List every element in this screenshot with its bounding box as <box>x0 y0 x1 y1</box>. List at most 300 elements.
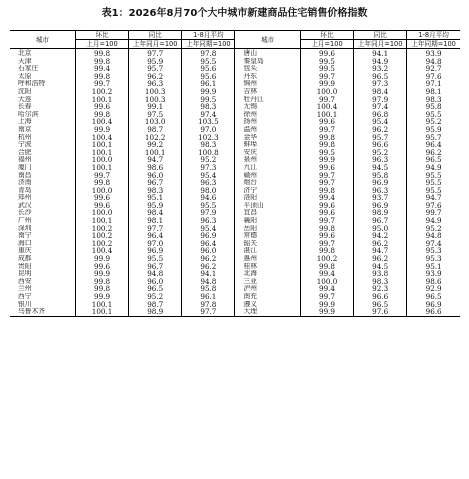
left-city-cell: 兰州 <box>18 285 32 293</box>
left-avg-cell: 100.8 <box>182 149 235 157</box>
left-mom-cell: 99.8 <box>75 179 128 187</box>
left-mom-cell: 100.2 <box>75 225 128 233</box>
header-city-right: 城市 <box>235 31 300 49</box>
left-mom-cell: 100.1 <box>75 96 128 104</box>
right-city-cell: 济宁 <box>235 187 300 195</box>
left-avg-cell: 98.3 <box>182 103 235 111</box>
left-yoy-cell: 98.6 <box>129 164 182 172</box>
right-yoy-cell: 93.2 <box>354 65 407 73</box>
left-mom-cell: 100.2 <box>75 240 128 248</box>
right-mom-cell: 99.7 <box>300 240 353 248</box>
left-yoy-cell: 96.9 <box>129 247 182 255</box>
table-row <box>10 80 460 88</box>
left-avg-cell: 96.3 <box>182 179 235 187</box>
left-yoy-cell: 97.7 <box>129 49 182 58</box>
left-city-cell: 广州 <box>18 217 32 225</box>
right-city-cell: 韶关 <box>235 240 300 248</box>
right-avg-cell: 93.9 <box>407 270 460 278</box>
left-yoy-cell: 98.9 <box>129 308 182 316</box>
table-title: 表1：2026年8月70个大中城市新建商品住宅销售价格指数 <box>101 8 368 19</box>
right-mom-cell: 100.0 <box>300 278 353 286</box>
left-mom-cell: 100.1 <box>75 141 128 149</box>
table-row <box>10 308 460 316</box>
right-mom-cell: 99.5 <box>300 149 353 157</box>
left-city-cell: 杭州 <box>18 133 32 141</box>
left-mom-cell: 100.0 <box>75 187 128 195</box>
table-row <box>10 217 460 225</box>
right-city-cell: 安庆 <box>235 149 300 157</box>
left-city-cell: 长沙 <box>18 209 32 217</box>
right-avg-cell: 96.5 <box>407 293 460 301</box>
right-yoy-cell: 94.5 <box>354 164 407 172</box>
right-yoy-cell: 95.4 <box>354 118 407 126</box>
left-city-cell: 成都 <box>18 255 32 263</box>
right-mom-cell: 99.8 <box>300 187 353 195</box>
right-yoy-cell: 97.6 <box>354 308 407 316</box>
right-yoy-cell: 96.2 <box>354 255 407 263</box>
left-city-cell: 宁波 <box>18 141 32 149</box>
right-yoy-cell: 93.7 <box>354 194 407 202</box>
table-row <box>10 141 460 149</box>
right-avg-cell: 96.9 <box>407 301 460 309</box>
right-avg-cell: 92.9 <box>407 285 460 293</box>
right-yoy-cell: 94.2 <box>354 232 407 240</box>
left-city-cell: 贵阳 <box>18 262 32 270</box>
right-mom-cell: 99.8 <box>300 247 353 255</box>
left-mom-cell: 99.6 <box>75 103 128 111</box>
left-city-cell: 西宁 <box>18 293 32 300</box>
table-row <box>10 301 460 309</box>
right-city-cell: 烟台 <box>235 179 300 187</box>
left-mom-cell: 100.1 <box>75 164 128 172</box>
left-yoy-cell: 96.7 <box>129 179 182 187</box>
left-mom-cell: 100.0 <box>75 209 128 217</box>
left-yoy-cell: 94.7 <box>129 156 182 164</box>
left-avg-cell: 96.9 <box>182 232 235 240</box>
right-mom-cell: 99.5 <box>300 65 353 73</box>
left-yoy-cell: 97.5 <box>129 111 182 119</box>
left-city-cell: 海口 <box>18 239 32 247</box>
right-yoy-cell: 96.6 <box>354 141 407 149</box>
right-city-cell: 泸州 <box>235 285 300 293</box>
right-city-cell: 泉州 <box>235 156 300 164</box>
left-avg-cell: 96.2 <box>182 263 235 271</box>
right-mom-cell: 99.6 <box>300 164 353 172</box>
right-avg-cell: 95.5 <box>407 172 460 180</box>
right-yoy-cell: 94.1 <box>354 49 407 58</box>
right-avg-cell: 95.2 <box>407 118 460 126</box>
left-yoy-cell: 96.3 <box>129 80 182 88</box>
right-city-cell: 平顶山 <box>235 202 300 210</box>
right-mom-cell: 99.7 <box>300 293 353 301</box>
left-yoy-cell: 95.9 <box>129 202 182 210</box>
left-avg-cell: 94.6 <box>182 194 235 202</box>
right-mom-cell: 99.4 <box>300 270 353 278</box>
right-avg-cell: 95.7 <box>407 134 460 142</box>
table-row <box>10 88 460 96</box>
right-mom-cell: 100.1 <box>300 111 353 119</box>
right-avg-cell: 95.3 <box>407 247 460 255</box>
right-mom-cell: 99.5 <box>300 58 353 66</box>
left-mom-cell: 99.7 <box>75 80 128 88</box>
left-city-cell: 哈尔滨 <box>18 110 39 118</box>
left-avg-cell: 95.4 <box>182 172 235 180</box>
right-city-cell: 常德 <box>235 232 300 240</box>
left-city-cell: 上海 <box>18 118 32 126</box>
header-mom-right: 环比 <box>300 31 353 40</box>
left-city-cell: 武汉 <box>18 201 32 209</box>
left-mom-cell: 99.9 <box>75 255 128 263</box>
left-yoy-cell: 95.9 <box>129 58 182 66</box>
left-avg-cell: 97.3 <box>182 164 235 172</box>
right-avg-cell: 95.2 <box>407 225 460 233</box>
right-mom-cell: 99.8 <box>300 141 353 149</box>
right-city-cell: 秦皇岛 <box>235 58 300 66</box>
left-city-cell: 沈阳 <box>18 87 32 95</box>
left-yoy-cell: 100.3 <box>129 88 182 96</box>
left-yoy-cell: 98.3 <box>129 187 182 195</box>
left-mom-cell: 99.8 <box>75 278 128 286</box>
left-city-cell: 昆明 <box>18 270 32 278</box>
left-avg-cell: 98.3 <box>182 141 235 149</box>
left-city-cell: 南昌 <box>18 171 32 179</box>
left-yoy-cell: 98.7 <box>129 301 182 309</box>
right-city-cell: 无锡 <box>235 103 300 111</box>
table-row <box>10 164 460 172</box>
left-avg-cell: 96.1 <box>182 80 235 88</box>
right-mom-cell: 99.6 <box>300 209 353 217</box>
left-yoy-cell: 97.7 <box>129 225 182 233</box>
right-city-cell: 金华 <box>235 134 300 142</box>
left-yoy-cell: 95.1 <box>129 194 182 202</box>
left-city-cell: 太原 <box>18 72 32 80</box>
left-avg-cell: 97.9 <box>182 209 235 217</box>
right-avg-cell: 98.6 <box>407 278 460 286</box>
left-avg-cell: 97.7 <box>182 308 235 316</box>
left-yoy-cell: 102.2 <box>129 134 182 142</box>
left-city-cell: 天津 <box>18 57 32 65</box>
right-mom-cell: 99.6 <box>300 202 353 210</box>
left-mom-cell: 99.9 <box>75 126 128 134</box>
right-avg-cell: 93.9 <box>407 49 460 58</box>
right-mom-cell: 99.8 <box>300 134 353 142</box>
left-avg-cell: 97.0 <box>182 126 235 134</box>
right-city-cell: 湛江 <box>235 247 300 255</box>
left-avg-cell: 95.5 <box>182 58 235 66</box>
right-yoy-cell: 96.2 <box>354 126 407 134</box>
header-city-left: 城市 <box>10 31 75 49</box>
left-avg-cell: 95.5 <box>182 202 235 210</box>
right-mom-cell: 100.0 <box>300 88 353 96</box>
right-mom-cell: 99.9 <box>300 156 353 164</box>
right-mom-cell: 99.6 <box>300 49 353 58</box>
table-row <box>10 263 460 271</box>
left-mom-cell: 99.8 <box>75 49 128 58</box>
right-yoy-cell: 96.5 <box>354 73 407 81</box>
table-row <box>10 49 460 58</box>
left-city-cell: 合肥 <box>18 148 32 156</box>
left-mom-cell: 100.1 <box>75 301 128 309</box>
right-mom-cell: 99.9 <box>300 80 353 88</box>
right-yoy-cell: 96.3 <box>354 187 407 195</box>
right-yoy-cell: 97.3 <box>354 80 407 88</box>
right-city-cell: 北海 <box>235 270 300 278</box>
right-mom-cell: 99.6 <box>300 232 353 240</box>
left-mom-cell: 100.1 <box>75 308 128 316</box>
left-city-cell: 南京 <box>18 125 32 133</box>
left-mom-cell: 99.8 <box>75 285 128 293</box>
table-row <box>10 58 460 66</box>
table-body <box>10 49 460 317</box>
left-mom-cell: 100.2 <box>75 88 128 96</box>
right-yoy-cell: 97.9 <box>354 96 407 104</box>
table-row <box>10 278 460 286</box>
right-city-cell: 岳阳 <box>235 225 300 233</box>
left-city-cell: 呼和浩特 <box>18 80 46 88</box>
left-city-cell: 石家庄 <box>18 65 39 73</box>
right-yoy-cell: 93.8 <box>354 270 407 278</box>
header-yoy-right: 同比 <box>354 31 407 40</box>
left-city-cell: 济南 <box>18 179 32 187</box>
left-yoy-cell: 96.4 <box>129 232 182 240</box>
right-yoy-cell: 95.7 <box>354 134 407 142</box>
right-city-cell: 桂林 <box>235 263 300 271</box>
table-row <box>10 179 460 187</box>
right-mom-cell: 100.2 <box>300 255 353 263</box>
left-mom-cell: 100.1 <box>75 149 128 157</box>
right-yoy-cell: 94.7 <box>354 247 407 255</box>
right-city-cell: 吉林 <box>235 88 300 96</box>
left-yoy-cell: 96.2 <box>129 73 182 81</box>
table-row <box>10 65 460 73</box>
table-row <box>10 126 460 134</box>
right-avg-cell: 97.6 <box>407 73 460 81</box>
table-row <box>10 149 460 157</box>
right-avg-cell: 94.8 <box>407 58 460 66</box>
left-yoy-cell: 94.8 <box>129 270 182 278</box>
left-city-cell: 厦门 <box>18 163 32 171</box>
right-avg-cell: 95.5 <box>407 179 460 187</box>
table-row <box>10 209 460 217</box>
left-yoy-cell: 98.4 <box>129 209 182 217</box>
left-city-cell: 福州 <box>18 156 32 164</box>
right-avg-cell: 95.8 <box>407 103 460 111</box>
right-city-cell: 徐州 <box>235 111 300 119</box>
table-row <box>10 255 460 263</box>
right-city-cell: 三亚 <box>235 278 300 286</box>
left-mom-cell: 99.7 <box>75 172 128 180</box>
table-row <box>10 202 460 210</box>
left-avg-cell: 97.8 <box>182 49 235 58</box>
right-avg-cell: 95.1 <box>407 263 460 271</box>
table-row <box>10 240 460 248</box>
right-yoy-cell: 98.3 <box>354 278 407 286</box>
header-avg-base-left: 上年同期=100 <box>182 40 235 49</box>
table-row <box>10 270 460 278</box>
right-avg-cell: 95.5 <box>407 187 460 195</box>
left-avg-cell: 97.4 <box>182 111 235 119</box>
right-city-cell: 宜昌 <box>235 209 300 217</box>
right-yoy-cell: 96.5 <box>354 301 407 309</box>
left-avg-cell: 97.8 <box>182 301 235 309</box>
left-city-cell: 长春 <box>18 103 32 111</box>
right-city-cell: 包头 <box>235 65 300 73</box>
left-avg-cell: 99.5 <box>182 96 235 104</box>
right-avg-cell: 97.4 <box>407 240 460 248</box>
table-row <box>10 111 460 119</box>
header-yoy-left: 同比 <box>129 31 182 40</box>
right-city-cell: 蚌埠 <box>235 141 300 149</box>
left-mom-cell: 99.6 <box>75 263 128 271</box>
left-mom-cell: 100.4 <box>75 134 128 142</box>
right-avg-cell: 96.5 <box>407 156 460 164</box>
table-row <box>10 187 460 195</box>
right-yoy-cell: 94.5 <box>354 263 407 271</box>
table-row <box>10 118 460 126</box>
right-avg-cell: 96.2 <box>407 149 460 157</box>
table-row <box>10 225 460 233</box>
right-yoy-cell: 94.9 <box>354 58 407 66</box>
right-yoy-cell: 96.9 <box>354 202 407 210</box>
left-avg-cell: 96.1 <box>182 293 235 301</box>
right-yoy-cell: 96.6 <box>354 293 407 301</box>
right-avg-cell: 94.9 <box>407 217 460 225</box>
left-mom-cell: 100.0 <box>75 156 128 164</box>
left-yoy-cell: 98.7 <box>129 126 182 134</box>
right-city-cell: 赣州 <box>235 172 300 180</box>
left-avg-cell: 96.2 <box>182 255 235 263</box>
header-yoy-base-left: 上年同月=100 <box>129 40 182 49</box>
left-mom-cell: 99.6 <box>75 194 128 202</box>
right-mom-cell: 99.6 <box>300 118 353 126</box>
right-mom-cell: 99.9 <box>300 308 353 316</box>
header-mom-left: 环比 <box>75 31 128 40</box>
right-city-cell: 扬州 <box>235 118 300 126</box>
right-yoy-cell: 92.3 <box>354 285 407 293</box>
right-avg-cell: 96.4 <box>407 141 460 149</box>
right-yoy-cell: 98.4 <box>354 88 407 96</box>
right-yoy-cell: 97.4 <box>354 103 407 111</box>
left-yoy-cell: 98.1 <box>129 217 182 225</box>
right-avg-cell: 94.9 <box>407 164 460 172</box>
right-avg-cell: 96.6 <box>407 308 460 316</box>
right-mom-cell: 99.4 <box>300 285 353 293</box>
right-mom-cell: 99.7 <box>300 179 353 187</box>
left-yoy-cell: 100.1 <box>129 149 182 157</box>
left-avg-cell: 94.8 <box>182 278 235 286</box>
left-yoy-cell: 96.5 <box>129 285 182 293</box>
right-yoy-cell: 98.9 <box>354 209 407 217</box>
left-avg-cell: 96.0 <box>182 247 235 255</box>
right-city-cell: 惠州 <box>235 255 300 263</box>
right-city-cell: 襄阳 <box>235 217 300 225</box>
left-yoy-cell: 95.5 <box>129 255 182 263</box>
left-city-cell: 南宁 <box>18 232 32 240</box>
table-row <box>10 73 460 81</box>
right-yoy-cell: 96.3 <box>354 156 407 164</box>
left-yoy-cell: 103.0 <box>129 118 182 126</box>
left-mom-cell: 100.4 <box>75 247 128 255</box>
right-city-cell: 锦州 <box>235 80 300 88</box>
right-mom-cell: 99.7 <box>300 126 353 134</box>
header-avg-right: 1-8月平均 <box>407 31 460 40</box>
left-city-cell: 西安 <box>18 277 32 285</box>
right-mom-cell: 99.9 <box>300 301 353 309</box>
left-city-cell: 大连 <box>18 95 32 103</box>
right-mom-cell: 99.7 <box>300 96 353 104</box>
left-city-cell: 青岛 <box>18 186 32 194</box>
right-yoy-cell: 95.0 <box>354 225 407 233</box>
right-mom-cell: 99.7 <box>300 172 353 180</box>
right-yoy-cell: 95.8 <box>354 172 407 180</box>
left-avg-cell: 95.6 <box>182 73 235 81</box>
left-avg-cell: 95.4 <box>182 225 235 233</box>
left-mom-cell: 100.4 <box>75 118 128 126</box>
left-avg-cell: 96.4 <box>182 240 235 248</box>
table-row <box>10 103 460 111</box>
left-yoy-cell: 99.1 <box>129 103 182 111</box>
left-yoy-cell: 96.7 <box>129 263 182 271</box>
header-avg-base-right: 上年同期=100 <box>407 40 460 49</box>
price-index-table <box>10 30 460 317</box>
table-row <box>10 156 460 164</box>
table-row <box>10 285 460 293</box>
left-yoy-cell: 99.2 <box>129 141 182 149</box>
left-mom-cell: 99.4 <box>75 65 128 73</box>
right-yoy-cell: 96.9 <box>354 179 407 187</box>
left-city-cell: 郑州 <box>18 194 32 202</box>
right-yoy-cell: 96.7 <box>354 217 407 225</box>
right-mom-cell: 100.4 <box>300 103 353 111</box>
table-row <box>10 134 460 142</box>
left-yoy-cell: 96.0 <box>129 172 182 180</box>
left-mom-cell: 100.1 <box>75 217 128 225</box>
right-avg-cell: 95.3 <box>407 255 460 263</box>
right-mom-cell: 99.7 <box>300 217 353 225</box>
right-avg-cell: 97.1 <box>407 80 460 88</box>
right-mom-cell: 99.7 <box>300 73 353 81</box>
right-avg-cell: 98.3 <box>407 96 460 104</box>
right-city-cell: 唐山 <box>235 49 300 58</box>
header-mom-base-right: 上月=100 <box>300 40 353 49</box>
right-avg-cell: 97.6 <box>407 202 460 210</box>
left-avg-cell: 102.3 <box>182 134 235 142</box>
left-city-cell: 银川 <box>18 300 32 308</box>
table-row <box>10 194 460 202</box>
table-row <box>10 247 460 255</box>
left-yoy-cell: 100.3 <box>129 96 182 104</box>
right-city-cell: 九江 <box>235 164 300 172</box>
table-row <box>10 96 460 104</box>
left-city-cell: 乌鲁木齐 <box>18 308 46 316</box>
right-avg-cell: 95.5 <box>407 111 460 119</box>
right-avg-cell: 95.9 <box>407 126 460 134</box>
right-avg-cell: 99.7 <box>407 209 460 217</box>
left-avg-cell: 95.2 <box>182 156 235 164</box>
right-city-cell: 南充 <box>235 293 300 301</box>
left-mom-cell: 99.8 <box>75 111 128 119</box>
left-avg-cell: 103.5 <box>182 118 235 126</box>
right-yoy-cell: 96.2 <box>354 240 407 248</box>
left-avg-cell: 95.8 <box>182 285 235 293</box>
right-avg-cell: 98.1 <box>407 88 460 96</box>
table-row <box>10 293 460 301</box>
left-avg-cell: 99.9 <box>182 88 235 96</box>
left-yoy-cell: 96.0 <box>129 278 182 286</box>
left-yoy-cell: 97.0 <box>129 240 182 248</box>
table-row <box>10 232 460 240</box>
header-mom-base-left: 上月=100 <box>75 40 128 49</box>
